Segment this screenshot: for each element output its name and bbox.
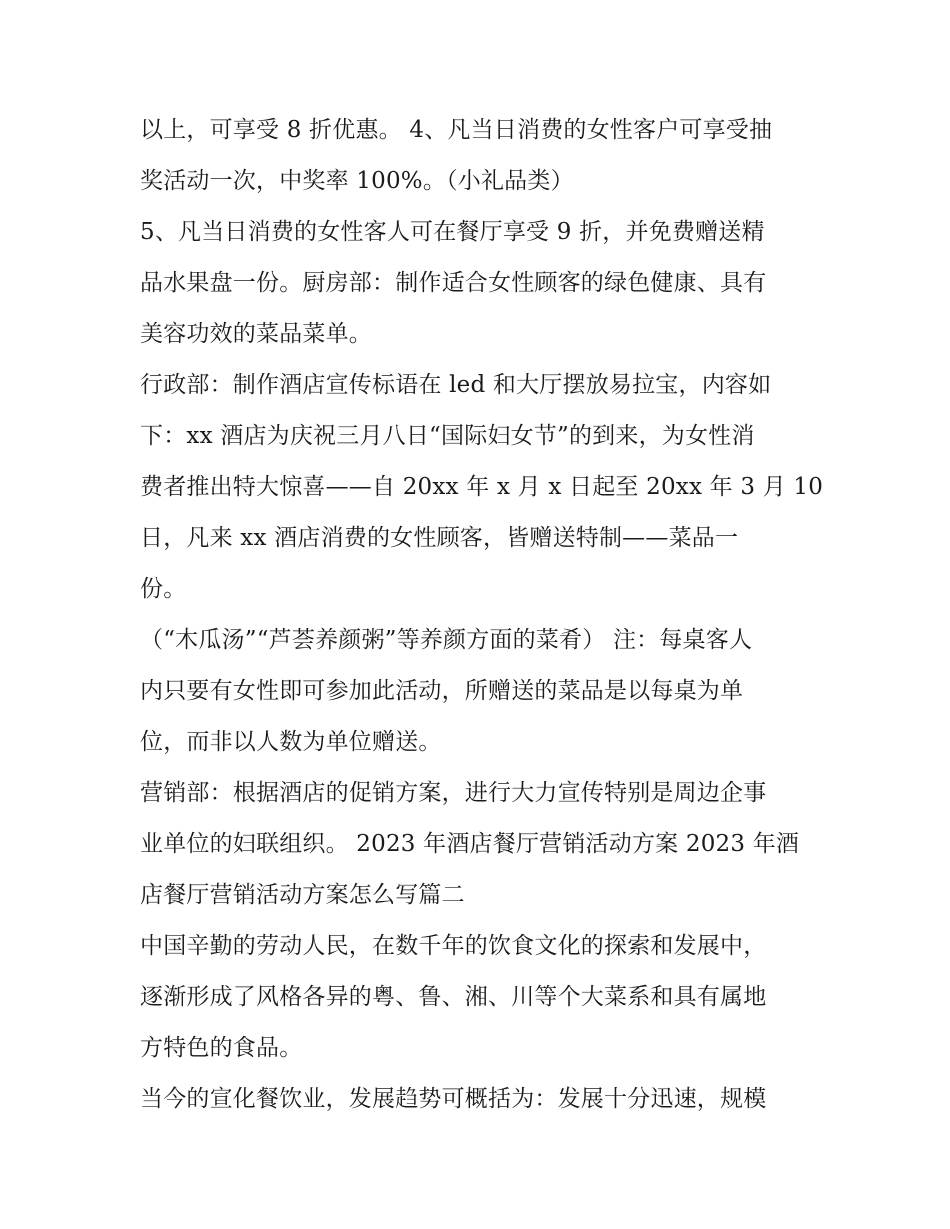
text-line-17: 中国辛勤的劳动人民，在数千年的饮食文化的探索和发展中， bbox=[140, 933, 767, 959]
text-line-10: 份。 bbox=[140, 576, 187, 602]
text-line-12: 内只要有女性即可参加此活动，所赠送的菜品是以每桌为单 bbox=[140, 678, 744, 704]
text-line-13: 位，而非以人数为单位赠送。 bbox=[140, 729, 442, 755]
text-line-5: 美容功效的菜品菜单。 bbox=[140, 321, 372, 347]
text-line-19: 方特色的食品。 bbox=[140, 1035, 303, 1061]
text-line-7: 下：xx 酒店为庆祝三月八日“国际妇女节”的到来，为女性消 bbox=[140, 423, 755, 449]
text-line-3: 5、凡当日消费的女性客人可在餐厅享受 9 折，并免费赠送精 bbox=[140, 219, 765, 245]
text-line-14: 营销部：根据酒店的促销方案，进行大力宣传特别是周边企事 bbox=[140, 780, 767, 806]
text-line-9: 日，凡来 xx 酒店消费的女性顾客，皆赠送特制——菜品一 bbox=[140, 525, 739, 551]
text-line-8: 费者推出特大惊喜——自 20xx 年 x 月 x 日起至 20xx 年 3 月 10 bbox=[140, 474, 824, 500]
text-line-4: 品水果盘一份。厨房部：制作适合女性顾客的绿色健康、具有 bbox=[140, 270, 767, 296]
text-line-15: 业单位的妇联组织。 2023 年酒店餐厅营销活动方案 2023 年酒 bbox=[140, 831, 800, 857]
text-line-16: 店餐厅营销活动方案怎么写篇二 bbox=[140, 882, 465, 908]
text-line-6: 行政部：制作酒店宣传标语在 led 和大厅摆放易拉宝，内容如 bbox=[140, 372, 772, 398]
text-line-18: 逐渐形成了风格各异的粤、鲁、湘、川等个大菜系和具有属地 bbox=[140, 984, 767, 1010]
text-line-11: （“木瓜汤”“芦荟养颜粥”等养颜方面的菜肴） 注：每桌客人 bbox=[140, 627, 753, 653]
text-line-2: 奖活动一次，中奖率 100%。（小礼品类） bbox=[140, 168, 574, 194]
text-line-20: 当今的宣化餐饮业，发展趋势可概括为：发展十分迅速，规模 bbox=[140, 1086, 767, 1112]
text-line-1: 以上，可享受 8 折优惠。 4、凡当日消费的女性客户可享受抽 bbox=[140, 117, 773, 143]
